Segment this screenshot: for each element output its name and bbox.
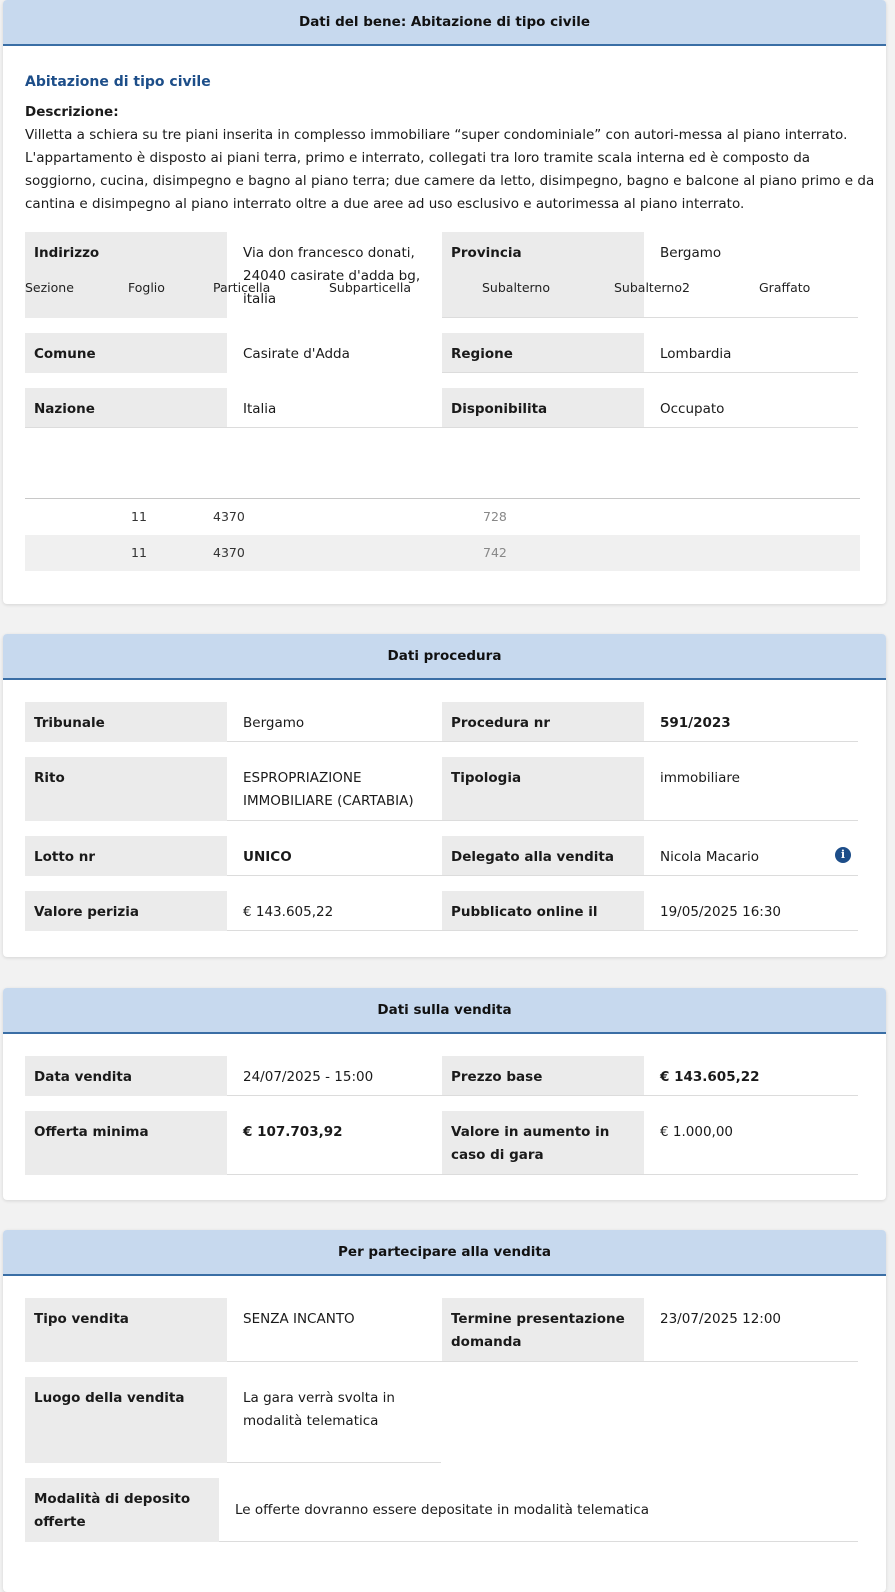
card-header-vendita: Dati sulla vendita xyxy=(3,988,886,1034)
offerta-minima-value: € 107.703,92 xyxy=(227,1111,441,1154)
prezzo-base-label: Prezzo base xyxy=(442,1056,644,1096)
pubblicato-value: 19/05/2025 16:30 xyxy=(644,891,858,934)
info-icon[interactable]: i xyxy=(835,847,851,863)
rito-value: ESPROPRIAZIONE IMMOBILIARE (CARTABIA) xyxy=(227,757,441,823)
disponibilita-label: Disponibilita xyxy=(442,388,644,428)
procedura-label: Procedura nr xyxy=(442,702,644,742)
cell-particella: 4370 xyxy=(213,545,245,560)
data-vendita-value: 24/07/2025 - 15:00 xyxy=(227,1056,441,1099)
row-divider xyxy=(442,372,858,373)
luogo-value: La gara verrà svolta in modalità telematica xyxy=(227,1377,437,1443)
card-header-bene: Dati del bene: Abitazione di tipo civile xyxy=(3,0,886,46)
procedura-value: 591/2023 xyxy=(644,702,858,745)
card-partecipare xyxy=(3,1230,886,1592)
cell-subalterno: 742 xyxy=(483,545,507,560)
deposito-value: Le offerte dovranno essere depositate in modalità telematica xyxy=(219,1489,819,1532)
nazione-label: Nazione xyxy=(25,388,227,428)
card-header-procedura: Dati procedura xyxy=(3,634,886,680)
tipologia-label: Tipologia xyxy=(442,757,644,821)
property-type-title: Abitazione di tipo civile xyxy=(25,74,211,90)
tipo-vendita-label: Tipo vendita xyxy=(25,1298,227,1362)
rito-label: Rito xyxy=(25,757,227,821)
card-dati-bene xyxy=(3,0,886,604)
cell-particella: 4370 xyxy=(213,509,245,524)
row-divider xyxy=(227,1361,858,1362)
provincia-value: Bergamo xyxy=(644,232,858,275)
table-header-subalterno2: Subalterno2 xyxy=(614,280,690,295)
table-header-foglio: Foglio xyxy=(128,280,165,295)
tribunale-value: Bergamo xyxy=(227,702,441,745)
table-row xyxy=(25,535,860,571)
row-divider xyxy=(227,930,858,931)
table-header-particella: Particella xyxy=(213,280,271,295)
cell-subalterno: 728 xyxy=(483,509,507,524)
tipo-vendita-value: SENZA INCANTO xyxy=(227,1298,441,1341)
regione-label: Regione xyxy=(442,333,644,373)
lotto-label: Lotto nr xyxy=(25,836,227,876)
comune-value: Casirate d'Adda xyxy=(227,333,441,376)
regione-value: Lombardia xyxy=(644,333,858,376)
card-dati-vendita xyxy=(3,988,886,1200)
row-divider xyxy=(25,427,858,428)
row-divider xyxy=(227,820,858,821)
row-divider xyxy=(227,875,858,876)
valore-perizia-label: Valore perizia xyxy=(25,891,227,931)
indirizzo-value: Via don francesco donati, 24040 casirate d'adda bg, italia xyxy=(227,232,437,321)
comune-label: Comune xyxy=(25,333,227,373)
prezzo-base-value: € 143.605,22 xyxy=(644,1056,858,1099)
table-row xyxy=(25,499,860,535)
cell-foglio: 11 xyxy=(131,509,147,524)
tribunale-label: Tribunale xyxy=(25,702,227,742)
provincia-label: Provincia xyxy=(442,232,644,318)
delegato-value: Nicola Macario xyxy=(644,836,814,879)
row-divider xyxy=(227,1095,858,1096)
table-header-graffato: Graffato xyxy=(759,280,811,295)
card-header-partecipare: Per partecipare alla vendita xyxy=(3,1230,886,1276)
offerta-minima-label: Offerta minima xyxy=(25,1111,227,1175)
aumento-label: Valore in aumento in caso di gara xyxy=(442,1111,644,1175)
luogo-label: Luogo della vendita xyxy=(25,1377,227,1463)
data-vendita-label: Data vendita xyxy=(25,1056,227,1096)
indirizzo-label: Indirizzo xyxy=(25,232,227,318)
cell-foglio: 11 xyxy=(131,545,147,560)
row-divider xyxy=(227,741,858,742)
description-text: Villetta a schiera su tre piani inserita in complesso immobiliare “super condominiale” con autori-messa al piano interrato. L'appartamento è disposto ai piani terra, primo e interrato, collegati tra loro tramite scala interna ed è composto da soggiorno, cucina, disimpegno e bagno al piano terra; due camere da letto, disimpegno, bagno e balcone al piano primo e da cantina e disimpegno al piano interrato oltre a due aree ad uso esclusivo e autorimessa al piano interrato. xyxy=(25,127,875,212)
termine-label: Termine presentazione domanda xyxy=(442,1298,644,1362)
table-header-subalterno: Subalterno xyxy=(482,280,551,295)
tipologia-value: immobiliare xyxy=(644,757,858,800)
lotto-value: UNICO xyxy=(227,836,441,879)
row-divider xyxy=(227,1174,858,1175)
table-header-sezione: Sezione xyxy=(25,280,74,295)
description-label: Descrizione: xyxy=(25,104,119,120)
termine-value: 23/07/2025 12:00 xyxy=(644,1298,858,1341)
deposito-label: Modalità di deposito offerte xyxy=(25,1478,219,1542)
card-dati-procedura xyxy=(3,634,886,957)
table-header-subparticella: Subparticella xyxy=(329,280,412,295)
row-divider xyxy=(227,1462,441,1463)
row-divider xyxy=(442,317,858,318)
aumento-value: € 1.000,00 xyxy=(644,1111,858,1154)
disponibilita-value: Occupato xyxy=(644,388,858,431)
row-divider xyxy=(219,1541,858,1542)
delegato-label: Delegato alla vendita xyxy=(442,836,644,876)
nazione-value: Italia xyxy=(227,388,441,431)
pubblicato-label: Pubblicato online il xyxy=(442,891,644,931)
valore-perizia-value: € 143.605,22 xyxy=(227,891,441,934)
